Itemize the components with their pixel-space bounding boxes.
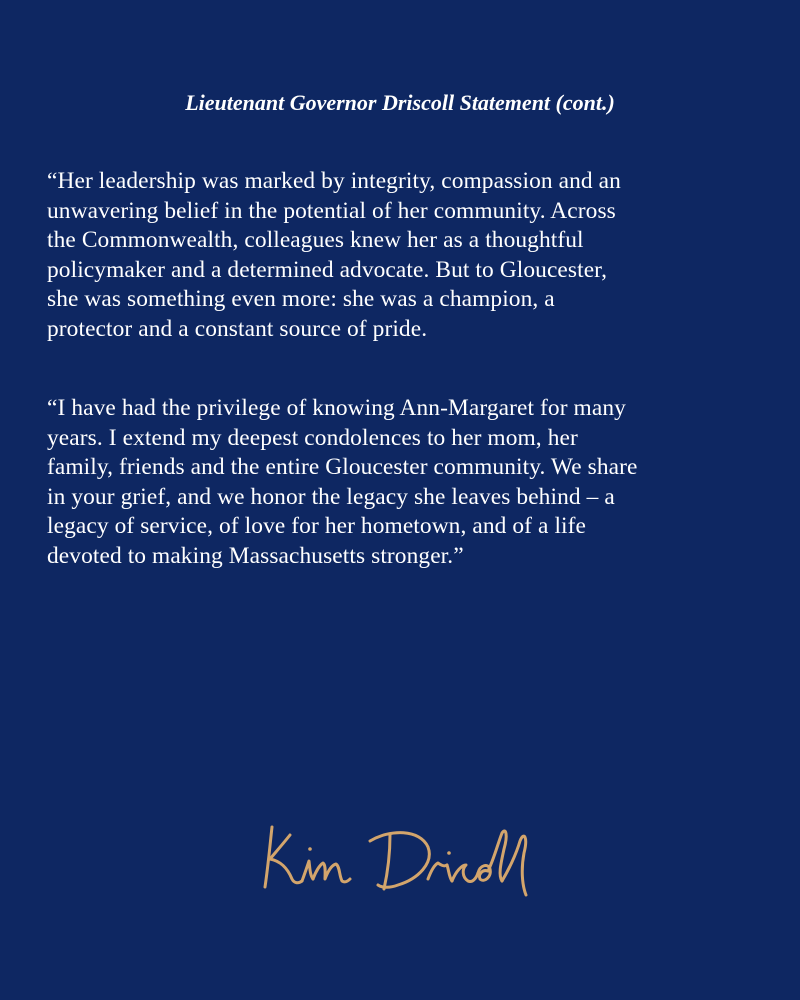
paragraph-line: the Commonwealth, colleagues knew her as a thoughtful [47,227,584,253]
statement-paragraph-1 [47,167,767,344]
paragraph-line: years. I extend my deepest condolences to her mom, her [47,424,578,451]
paragraph-line: protector and a constant source of pride. [47,315,428,342]
paragraph-line: legacy of service, of love for her hometown, and of a life [47,513,587,539]
paragraph-line: unwavering belief in the potential of her community. Across [47,197,616,224]
paragraph-line: policymaker and a determined advocate. But to Gloucester, [47,256,608,283]
paragraph-line: devoted to making Massachusetts stronger.” [47,542,464,569]
statement-title: Lieutenant Governor Driscoll Statement (cont.) [185,90,615,115]
signature-image [250,815,550,905]
paragraph-line: in your grief, and we honor the legacy she leaves behind – a [47,483,615,510]
paragraph-line: family, friends and the entire Gloucester community. We share [47,454,638,480]
paragraph-line: she was something even more: she was a champion, a [47,286,555,312]
paragraph-line: “I have had the privilege of knowing Ann-Margaret for many [47,395,626,421]
paragraph-line: “Her leadership was marked by integrity, compassion and an [47,168,621,194]
statement-paragraph-2 [47,394,767,571]
